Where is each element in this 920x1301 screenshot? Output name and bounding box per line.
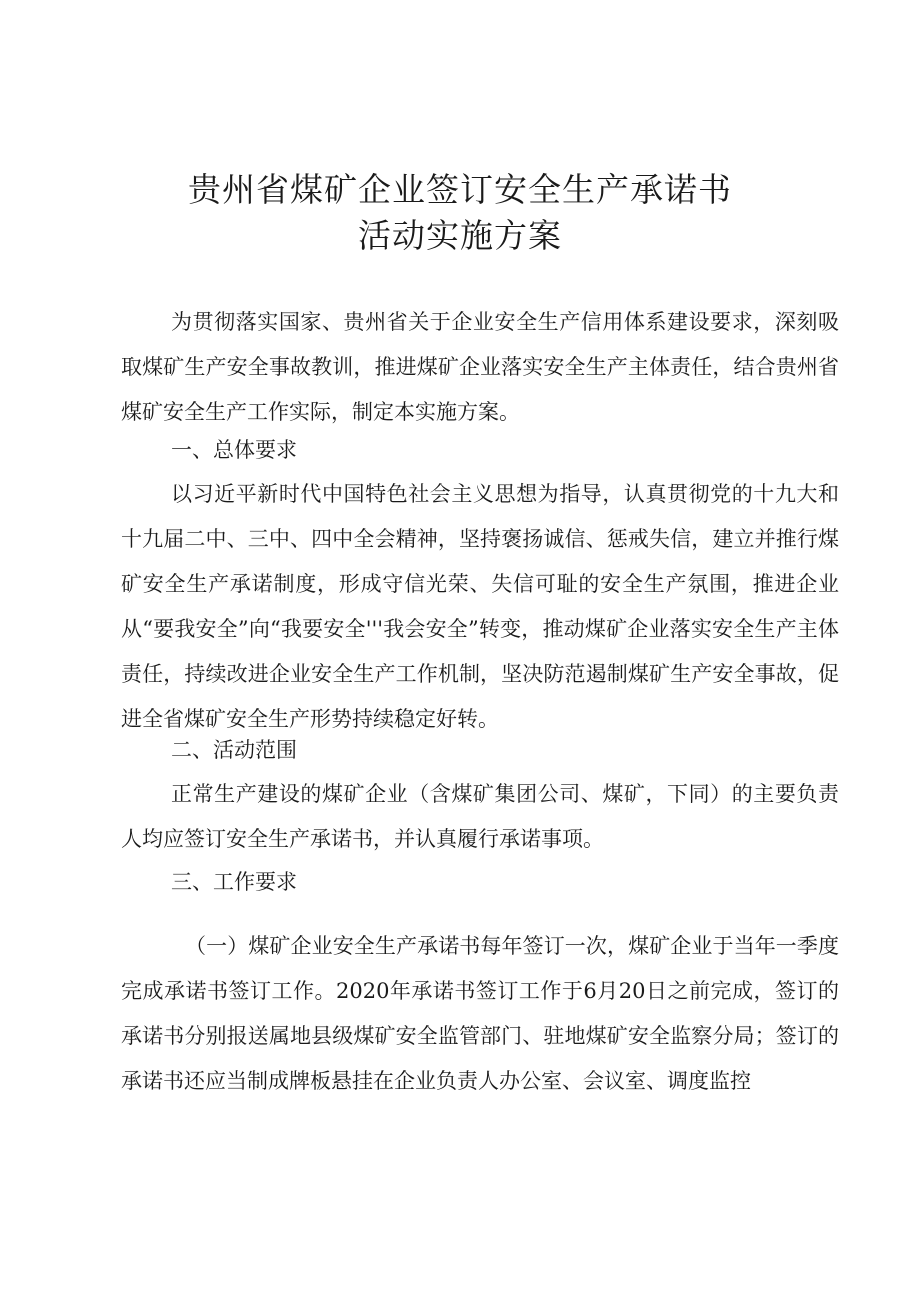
document-title-line-1: 贵州省煤矿企业签订安全生产承诺书 [188,170,732,209]
document-title-line-2: 活动实施方案 [358,216,562,255]
intro-paragraph: 为贯彻落实国家、贵州省关于企业安全生产信用体系建设要求，深刻吸取煤矿生产安全事故教训，推进煤矿企业落实安全生产主体责任，结合贵州省煤矿安全生产工作实际，制定本实施方案。 [121,310,839,424]
section-heading-general-requirements: 一、总体要求 [171,438,297,462]
section-body-work-requirements: （一）煤矿企业安全生产承诺书每年签订一次，煤矿企业于当年一季度完成承诺书签订工作。2020年承诺书签订工作于6月20日之前完成，签订的承诺书分别报送属地县级煤矿安全监管部门、驻地煤矿安全监察分局；签订的承诺书还应当制成牌板悬挂在企业负责人办公室、会议室、调度监控 [121,934,839,1093]
section-heading-activity-scope: 二、活动范围 [171,738,297,762]
section-body-activity-scope: 正常生产建设的煤矿企业（含煤矿集团公司、煤矿，下同）的主要负责人均应签订安全生产承诺书，并认真履行承诺事项。 [121,782,839,851]
section-body-general-requirements: 以习近平新时代中国特色社会主义思想为指导，认真贯彻党的十九大和十九届二中、三中、四中全会精神，坚持褒扬诚信、惩戒失信，建立并推行煤矿安全生产承诺制度，形成守信光荣、失信可耻的安全生产氛围，推进企业从“要我安全”向“我要安全'''我会安全”转变，推动煤矿企业落实安全生产主体责任，持续改进企业安全生产工作机制，坚决防范遏制煤矿生产安全事故，促进全省煤矿安全生产形势持续稳定好转。 [121,482,839,731]
section-heading-work-requirements: 三、工作要求 [171,870,297,894]
